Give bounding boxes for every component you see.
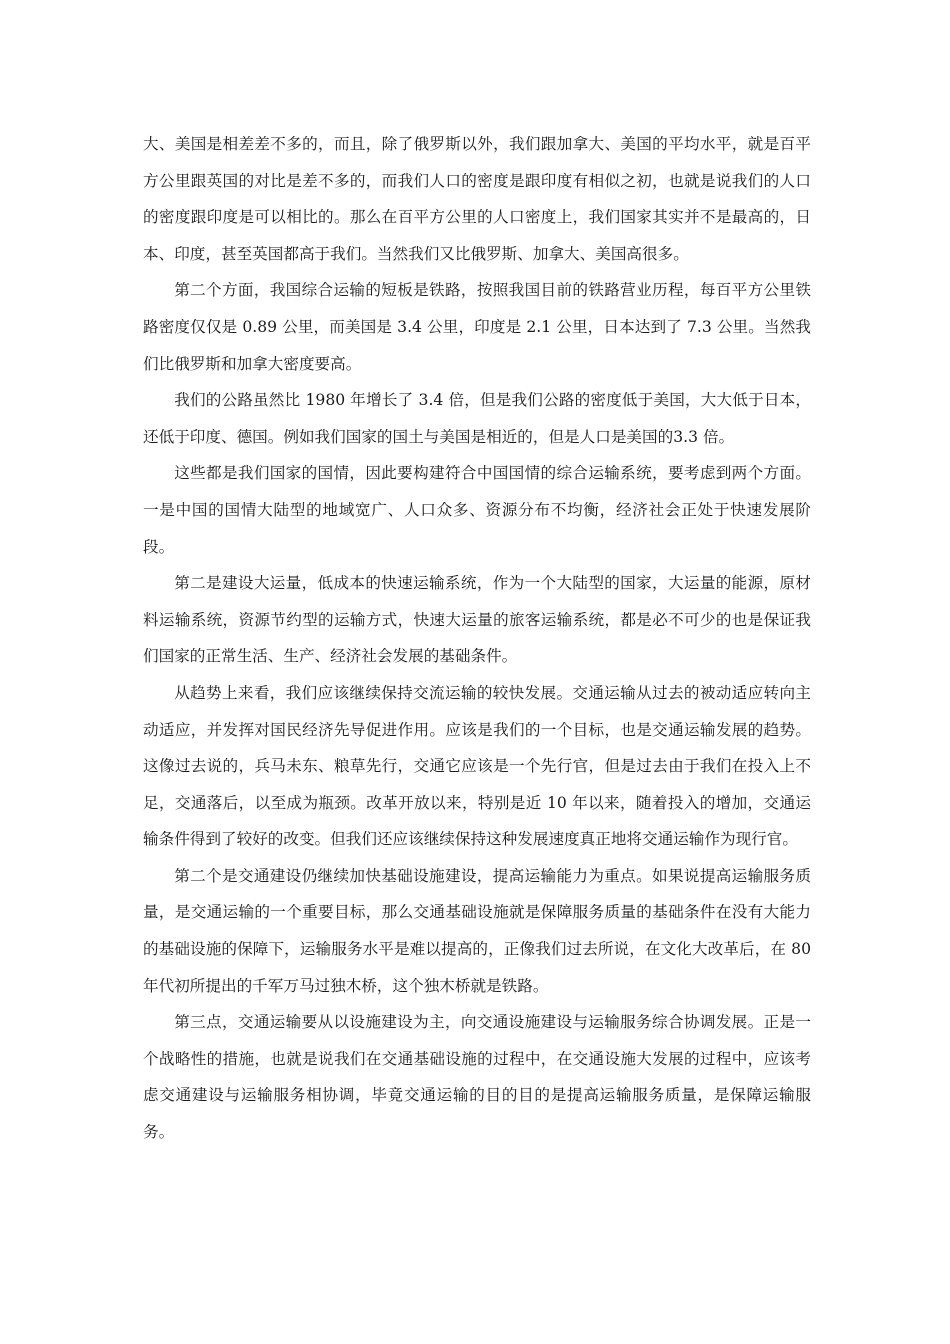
- paragraph-infrastructure-construction: 第二个是交通建设仍继续加快基础设施建设，提高运输能力为重点。如果说提高运输服务质量，是交通运输的一个重要目标，那么交通基础设施就是保障服务质量的基础条件在没有大能力的基础设施的保障下，运输服务水平是难以提高的，正像我们过去所说，在文化大改革后，在 80 年代初所提出的千军万马过独木桥，这个独木桥就是铁路。: [143, 866, 811, 995]
- paragraph-high-capacity-system: 第二是建设大运量，低成本的快速运输系统，作为一个大陆型的国家，大运量的能源，原材料运输系统，资源节约型的运输方式，快速大运量的旅客运输系统，都是必不可少的也是保证我们国家的正常生活、生产、经济社会发展的基础条件。: [143, 574, 811, 666]
- paragraph-development-trend: 从趋势上来看，我们应该继续保持交流运输的较快发展。交通运输从过去的被动适应转向主动适应，并发挥对国民经济先导促进作用。应该是我们的一个目标，也是交通运输发展的趋势。这像过去说的，兵马未东、粮草先行，交通它应该是一个先行官，但是过去由于我们在投入上不足，交通落后，以至成为瓶颈。改革开放以来，特别是近 10 年以来，随着投入的增加，交通运输条件得到了较好的改变。但我们还应该继续保持这种发展速度真正地将交通运输作为现行官。: [143, 683, 811, 849]
- paragraph-highway-density: 我们的公路虽然比 1980 年增长了 3.4 倍，但是我们公路的密度低于美国，大大低于日本，还低于印度、德国。例如我们国家的国土与美国是相近的，但是人口是美国的3.3 倍。: [143, 391, 811, 446]
- paragraph-continuation: 大、美国是相差差不多的，而且，除了俄罗斯以外，我们跟加拿大、美国的平均水平，就是百平方公里跟英国的对比是差不多的，而我们人口的密度是跟印度有相似之初，也就是说我们的人口的密度跟印度是可以相比的。那么在百平方公里的人口密度上，我们国家其实并不是最高的，日本、印度，甚至英国都高于我们。当然我们又比俄罗斯、加拿大、美国高很多。: [143, 135, 811, 263]
- document-body: [143, 126, 811, 1151]
- paragraph-coordinated-development: 第三点，交通运输要从以设施建设为主，向交通设施建设与运输服务综合协调发展。正是一个战略性的措施，也就是说我们在交通基础设施的过程中，在交通设施大发展的过程中，应该考虑交通建设与运输服务相协调，毕竟交通运输的目的目的是提高运输服务质量，是保障运输服务。: [143, 1013, 811, 1142]
- paragraph-national-conditions: 这些都是我们国家的国情，因此要构建符合中国国情的综合运输系统，要考虑到两个方面。一是中国的国情大陆型的地域宽广、人口众多、资源分布不均衡，经济社会正处于快速发展阶段。: [143, 464, 811, 556]
- paragraph-railway-density: 第二个方面，我国综合运输的短板是铁路，按照我国目前的铁路营业历程，每百平方公里铁路密度仅仅是 0.89 公里，而美国是 3.4 公里，印度是 2.1 公里，日本达到了 7.3 公里。当然我们比俄罗斯和加拿大密度要高。: [143, 281, 811, 373]
